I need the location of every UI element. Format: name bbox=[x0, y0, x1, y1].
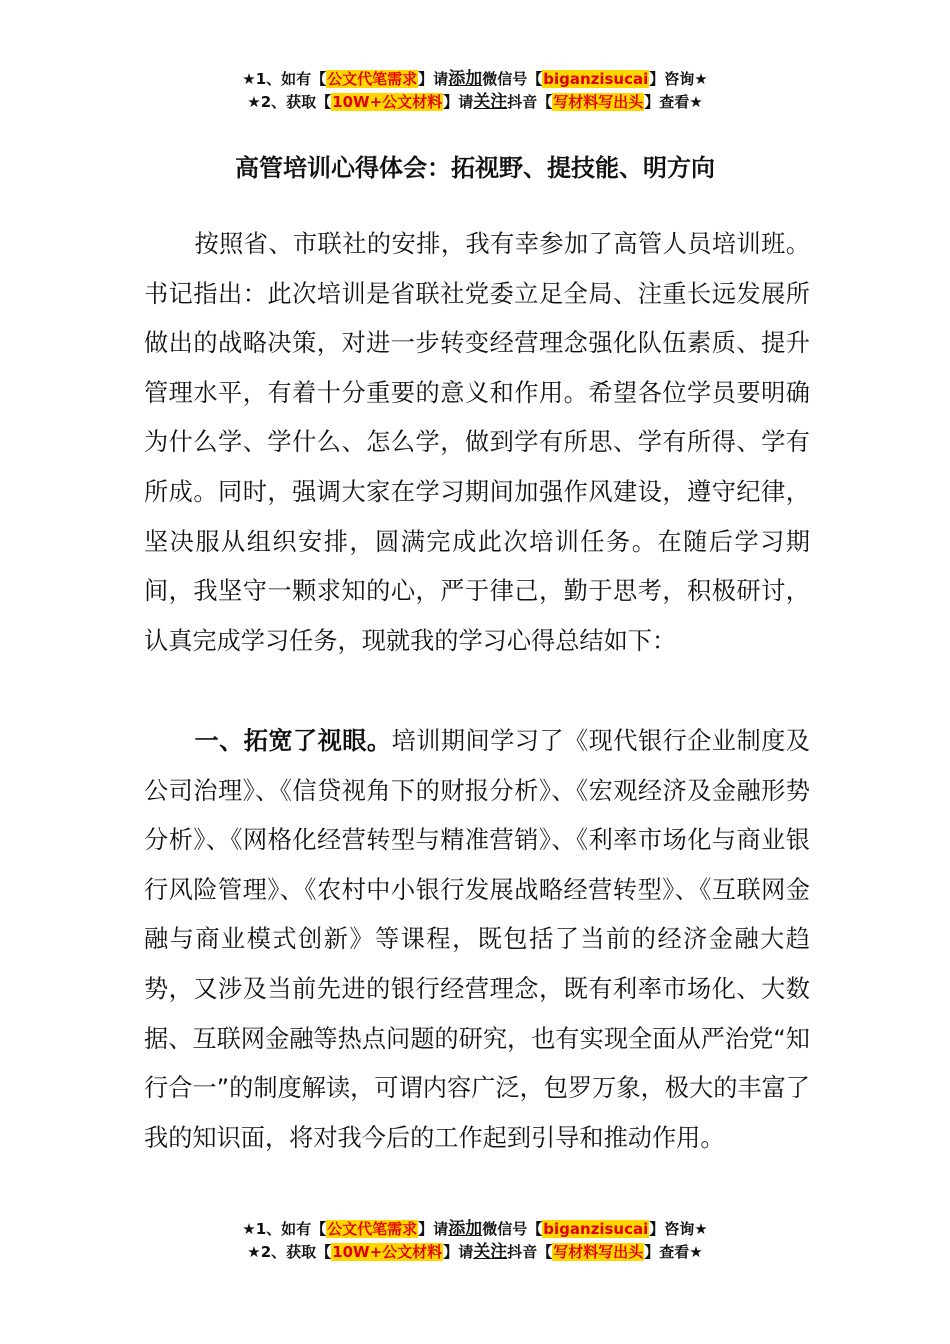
highlight-writing-service: 公文代笔需求 bbox=[327, 1220, 418, 1238]
highlight-douyin-account: 写材料写出头 bbox=[553, 1243, 644, 1261]
highlight-materials: 10W+公文材料 bbox=[332, 1243, 443, 1261]
highlight-materials: 10W+公文材料 bbox=[332, 93, 443, 111]
paragraph-intro: 按照省、市联社的安排，我有幸参加了高管人员培训班。书记指出：此次培训是省联社党委立足全局、注重长远发展所做出的战略决策，对进一步转变经营理念强化队伍素质、提升管理水平，有着十分重要的意义和作用。希望各位学员要明确为什么学、学什么、怎么学，做到学有所思、学有所得、学有所成。同时，强调大家在学习期间加强作风建设，遵守纪律，坚决服从组织安排，圆满完成此次培训任务。在随后学习期间，我坚守一颗求知的心，严于律己，勤于思考，积极研讨，认真完成学习任务，现就我的学习心得总结如下： bbox=[144, 230, 810, 655]
promo-line-1: ★1、如有【公文代笔需求】请添加微信号【biganzisucai】咨询★ bbox=[242, 1219, 708, 1239]
section-heading: 一、拓宽了视眼。 bbox=[194, 727, 392, 755]
highlight-writing-service: 公文代笔需求 bbox=[327, 70, 418, 88]
paragraph-section-1: 一、拓宽了视眼。培训期间学习了《现代银行企业制度及公司治理》、《信贷视角下的财报分析》、《宏观经济及金融形势分析》、《网格化经营转型与精准营销》、《利率市场化与商业银行风险管理》、《农村中小银行发展战略经营转型》、《互联网金融与商业模式创新》等课程，既包括了当前的经济金融大趋势，又涉及当前先进的银行经营理念，既有利率市场化、大数据、互联网金融等热点问题的研究，也有实现全面从严治党“知行合一”的制度解读，可谓内容广泛，包罗万象，极大的丰富了我的知识面，将对我今后的工作起到引导和推动作用。 bbox=[144, 727, 810, 1152]
document-title: 高管培训心得体会：拓视野、提技能、明方向 bbox=[235, 154, 715, 182]
promo-line-1: ★1、如有【公文代笔需求】请添加微信号【biganzisucai】咨询★ bbox=[242, 69, 708, 89]
promo-line-2: ★2、获取【10W+公文材料】请关注抖音【写材料写出头】查看★ bbox=[247, 1242, 703, 1262]
highlight-wechat-id: biganzisucai bbox=[543, 70, 649, 88]
highlight-douyin-account: 写材料写出头 bbox=[553, 93, 644, 111]
bottom-promo-banner bbox=[0, 1218, 950, 1264]
promo-line-2: ★2、获取【10W+公文材料】请关注抖音【写材料写出头】查看★ bbox=[247, 92, 703, 112]
highlight-wechat-id: biganzisucai bbox=[543, 1220, 649, 1238]
top-promo-banner bbox=[0, 68, 950, 114]
